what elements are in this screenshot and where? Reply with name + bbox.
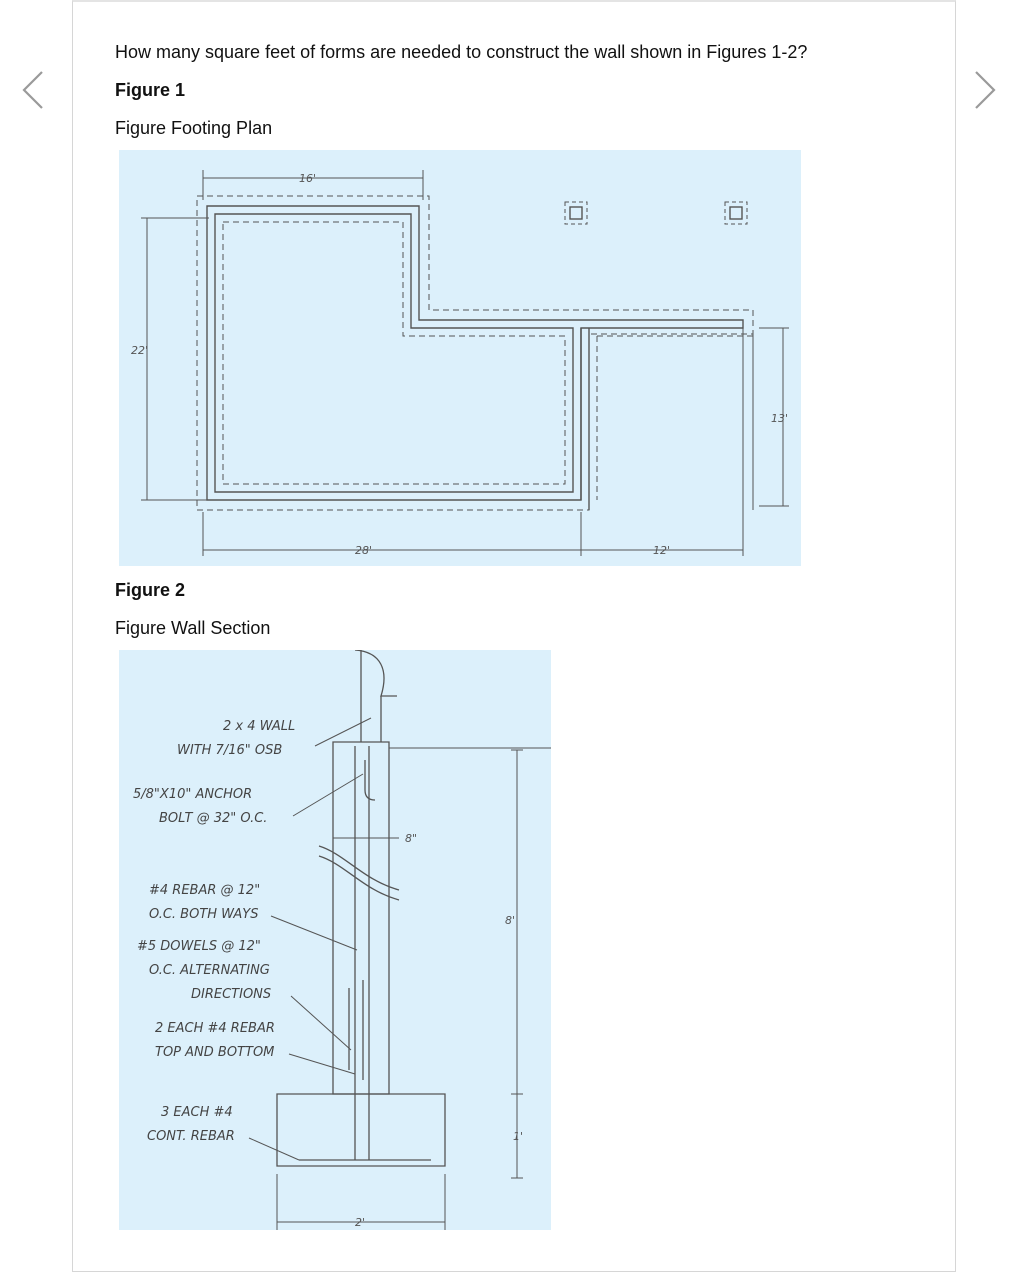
figure-1-caption: Figure Footing Plan <box>115 118 273 138</box>
dim-footing-height: 1' <box>513 1130 524 1143</box>
chevron-right-icon <box>966 66 1006 114</box>
note-dowel-line2: O.C. ALTERNATING <box>149 963 270 978</box>
figure-2-title: Figure 2 <box>115 580 186 600</box>
note-bolt-line1: 5/8"X10" ANCHOR <box>133 787 253 802</box>
wall-section-figure <box>119 650 551 1230</box>
dim-wall-thickness: 8" <box>405 832 418 845</box>
wall-section-drawing <box>119 650 551 1230</box>
dim-bottom-left: 28' <box>355 544 373 557</box>
note-cont-line2: CONT. REBAR <box>147 1129 235 1144</box>
question-text: How many square feet of forms are needed to construct the wall shown in Figures 1-2? <box>115 42 808 62</box>
note-rebar-line2: O.C. BOTH WAYS <box>149 907 259 922</box>
note-bolt-line2: BOLT @ 32" O.C. <box>159 811 268 826</box>
dim-bottom-right: 12' <box>653 544 671 557</box>
question-card <box>72 0 956 1272</box>
dim-wall-height: 8' <box>505 914 516 927</box>
footing-plan-drawing <box>119 150 801 566</box>
dim-top: 16' <box>299 172 317 185</box>
dim-right: 13' <box>771 412 789 425</box>
footing-plan-figure <box>119 150 801 566</box>
note-rebar-line1: #4 REBAR @ 12" <box>149 883 261 898</box>
chevron-left-icon <box>12 66 52 114</box>
dim-left: 22' <box>131 344 149 357</box>
note-each-line2: TOP AND BOTTOM <box>155 1045 275 1060</box>
note-dowel-line1: #5 DOWELS @ 12" <box>137 939 261 954</box>
figure-2-caption: Figure Wall Section <box>115 618 271 638</box>
next-button[interactable] <box>966 66 1006 114</box>
dim-footing-width: 2' <box>355 1216 366 1229</box>
note-cont-line1: 3 EACH #4 <box>161 1105 233 1120</box>
note-wall-line2: WITH 7/16" OSB <box>177 743 283 758</box>
note-each-line1: 2 EACH #4 REBAR <box>155 1021 275 1036</box>
note-wall-line1: 2 x 4 WALL <box>223 719 296 734</box>
note-dowel-line3: DIRECTIONS <box>191 987 272 1002</box>
figure-1-title: Figure 1 <box>115 80 186 100</box>
previous-button[interactable] <box>12 66 52 114</box>
